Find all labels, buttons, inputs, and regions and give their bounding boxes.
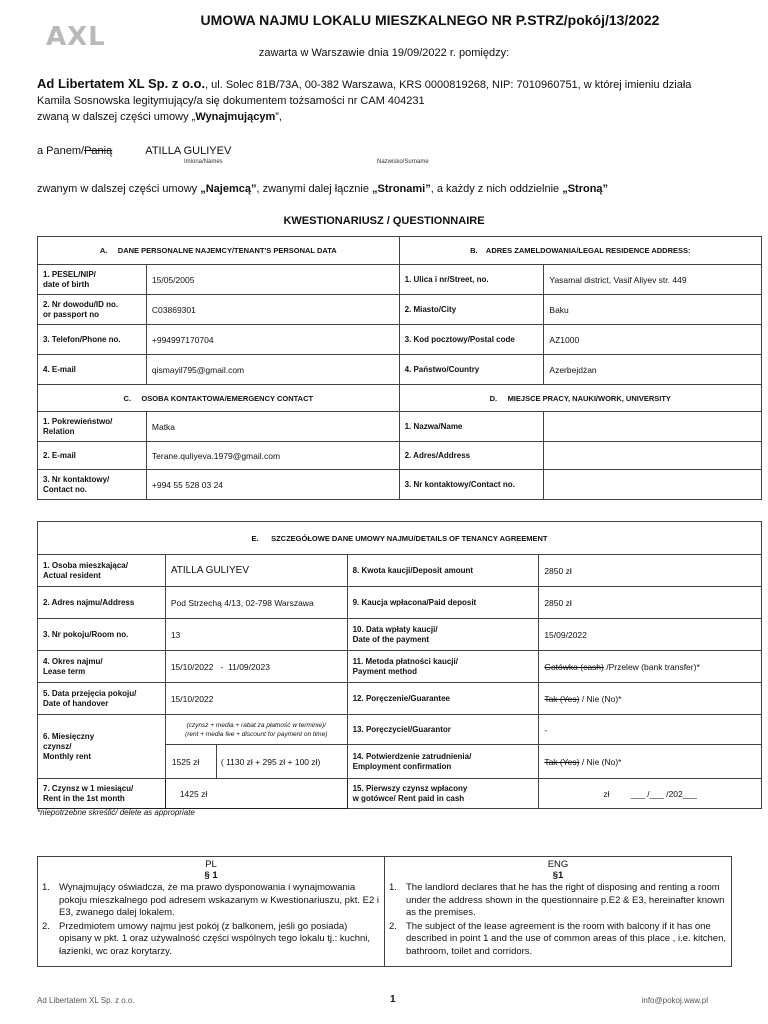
tenant-line <box>37 145 231 157</box>
work-address-label: 2. Adres/Address <box>399 442 544 470</box>
employment-value: Tak (Yes) / Nie (No)* <box>539 745 762 779</box>
en-clause: 1. The landlord declares that he has the right of disposing and renting a room under the address shown in the questionnaire p.E2 & E3, hereinafter known as the premises. <box>389 882 725 918</box>
monthly-rent-value <box>165 745 347 779</box>
monthly-rent-label: 6. Miesięczny czynsz/ Monthly rent <box>38 715 166 779</box>
lease-term-label: 4. Okres najmu/ Lease term <box>38 651 166 683</box>
concluded-line <box>0 47 768 59</box>
first-rent-value: 1425 zł <box>165 779 347 809</box>
city-value: Baku <box>544 295 762 325</box>
concluded-text: w Warszawie dnia 19/09/2022 r. pomiędzy: <box>300 47 510 59</box>
phone-label: 3. Telefon/Phone no. <box>38 325 147 355</box>
cash-rent-label: 15. Pierwszy czynsz wpłacony w gotówce/ Rent paid in cash <box>347 779 539 809</box>
guarantee-label: 12. Poręczenie/Guarantee <box>347 683 539 715</box>
landlord-company: Ad Libertatem XL Sp. z o.o. <box>37 76 206 91</box>
id-value: C03869301 <box>146 295 399 325</box>
postal-label: 3. Kod pocztowy/Postal code <box>399 325 544 355</box>
landlord-block <box>37 76 737 125</box>
phone-value: +994997170704 <box>146 325 399 355</box>
deposit-amount-value: 2850 zł <box>539 555 762 587</box>
tenant-name: ATILLA GULIYEV <box>145 145 232 157</box>
tenancy-table <box>37 521 762 809</box>
pl-heading: PL <box>205 859 217 870</box>
payment-date-label: 10. Data wpłaty kaucji/ Date of the payment <box>347 619 539 651</box>
cash-rent-value: zł ___ /___ /202___ <box>539 779 762 809</box>
guarantee-value: Tak (Yes) / Nie (No)* <box>539 683 762 715</box>
resident-value: ATILLA GULIYEV <box>165 555 347 587</box>
email-label: 4. E-mail <box>38 355 147 385</box>
section-d-header: D. MIEJSCE PRACY, NAUKI/WORK, UNIVERSITY <box>399 385 761 412</box>
lease-term-value: 15/10/2022 - 11/09/2023 <box>165 651 347 683</box>
email-value: qismayil795@gmail.com <box>146 355 399 385</box>
work-name-value <box>544 412 762 442</box>
payment-method-label: 11. Metoda płatności kaucji/ Payment method <box>347 651 539 683</box>
payment-date-value: 15/09/2022 <box>539 619 762 651</box>
handover-value: 15/10/2022 <box>165 683 347 715</box>
work-contact-label: 3. Nr kontaktowy/Contact no. <box>399 470 544 500</box>
paid-deposit-label: 9. Kaucja wpłacona/Paid deposit <box>347 587 539 619</box>
contact-no-value: +994 55 528 03 24 <box>146 470 399 500</box>
tenant-struck-title: Panią <box>84 145 113 157</box>
city-label: 2. Miasto/City <box>399 295 544 325</box>
footnote: *niepotrzebne skreślić/ delete as appropriate <box>37 808 195 817</box>
deposit-amount-label: 8. Kwota kaucji/Deposit amount <box>347 555 539 587</box>
rental-address-label: 2. Adres najmu/Address <box>38 587 166 619</box>
pl-clause: 1. Wynajmujący oświadcza, że ma prawo dysponowania i wynajmowania pokoju mieszkalnego pod adresem wskazanym w Kwestionariuszu, pkt. E2 i E3, zwanego dalej lokalem. <box>42 882 379 918</box>
landlord-representative: Kamila Sosnowska legitymujący/a się dokumentem tożsamości nr CAM 404231 <box>37 95 425 107</box>
footer-email: info@pokoj.waw.pl <box>641 996 708 1005</box>
pesel-label: 1. PESEL/NIP/ date of birth <box>38 265 147 295</box>
page-number: 1 <box>390 994 396 1005</box>
section-e-header: E. SZCZEGÓŁOWE DANE UMOWY NAJMU/DETAILS OF TENANCY AGREEMENT <box>38 522 762 555</box>
street-value: Yasamal district, Vasif Aliyev str. 449 <box>544 265 762 295</box>
pl-section-number: § 1 <box>204 870 218 881</box>
payment-method-value: Gotówka (cash) /Przelew (bank transfer)* <box>539 651 762 683</box>
paid-deposit-value: 2850 zł <box>539 587 762 619</box>
monthly-rent-breakdown: ( 1130 zł + 295 zł + 100 zł) <box>216 745 321 778</box>
monthly-rent-amount: 1525 zł <box>171 756 200 767</box>
concluded-label: zawarta <box>258 47 298 59</box>
room-label: 3. Nr pokoju/Room no. <box>38 619 166 651</box>
employment-label: 14. Potwierdzenie zatrudnienia/ Employment confirmation <box>347 745 539 779</box>
handover-label: 5. Data przejęcia pokoju/ Date of handover <box>38 683 166 715</box>
relation-label: 1. Pokrewieństwo/ Relation <box>38 412 147 442</box>
questionnaire-title: KWESTIONARIUSZ / QUESTIONNAIRE <box>283 215 485 227</box>
guarantor-value: - <box>539 715 762 745</box>
clauses-en <box>385 857 732 967</box>
parties-definition: zwanym w dalszej części umowy „Najemcą”, zwanymi dalej łącznie „Stronami”, a każdy z nich oddzielnie „Stroną” <box>37 183 609 195</box>
personal-data-table <box>37 236 762 500</box>
section-b-header: B. ADRES ZAMELDOWANIA/LEGAL RESIDENCE ADDRESS: <box>399 237 761 265</box>
footer-company: Ad Libertatem XL Sp. z o.o. <box>37 996 135 1005</box>
relation-value: Matka <box>146 412 399 442</box>
company-logo: AXL <box>46 22 106 52</box>
surname-label: Nazwisko/Surname <box>377 159 429 165</box>
country-value: Azerbejdżan <box>544 355 762 385</box>
first-names-label: Imiona/Names <box>184 159 223 165</box>
monthly-rent-note: (czynsz + media + rabat za płatność w terminie)/ (rent + media fee + discount for payment on time) <box>165 715 347 745</box>
tenant-prefix: a Panem/ <box>37 145 85 157</box>
first-rent-label: 7. Czynsz w 1 miesiącu/ Rent in the 1st month <box>38 779 166 809</box>
pl-clause: 2. Przedmiotem umowy najmu jest pokój (z balkonem, jeśli go posiada) opisany w pkt. 1 oraz używalność części wspólnych tego lokalu tj.: kuchni, łazienki, wc oraz korytarzy. <box>42 920 371 957</box>
document-title: UMOWA NAJMU LOKALU MIESZKALNEGO NR P.STRZ/pokój/13/2022 <box>200 12 660 28</box>
street-label: 1. Ulica i nr/Street, no. <box>399 265 544 295</box>
clauses-pl <box>38 857 385 967</box>
work-contact-value <box>544 470 762 500</box>
pesel-value: 15/05/2005 <box>146 265 399 295</box>
postal-value: AZ1000 <box>544 325 762 355</box>
work-name-label: 1. Nazwa/Name <box>399 412 544 442</box>
resident-label: 1. Osoba mieszkająca/ Actual resident <box>38 555 166 587</box>
contact-email-label: 2. E-mail <box>38 442 147 470</box>
rental-address-value: Pod Strzechą 4/13, 02-798 Warszawa <box>165 587 347 619</box>
id-label: 2. Nr dowodu/ID no. or passport no <box>38 295 147 325</box>
landlord-address: , ul. Solec 81B/73A, 00-382 Warszawa, KRS 0000819268, NIP: 7010960751, w której imieniu działa <box>205 79 692 91</box>
work-address-value <box>544 442 762 470</box>
en-clause: 2. The subject of the lease agreement is the room with balcony if it has one described in point 1 and the use of common areas of this place , i.e. kitchen, bathroom, toilet and corridors. <box>389 920 727 957</box>
clauses-table <box>37 856 732 967</box>
section-a-header: A. DANE PERSONALNE NAJEMCY/TENANT'S PERSONAL DATA <box>38 237 400 265</box>
en-section-number: §1 <box>552 870 564 881</box>
contact-no-label: 3. Nr kontaktowy/ Contact no. <box>38 470 147 500</box>
contact-email-value: Terane.quliyeva.1979@gmail.com <box>146 442 399 470</box>
room-value: 13 <box>165 619 347 651</box>
en-heading: ENG <box>547 859 569 870</box>
section-c-header: C. OSOBA KONTAKTOWA/EMERGENCY CONTACT <box>38 385 400 412</box>
country-label: 4. Państwo/Country <box>399 355 544 385</box>
guarantor-label: 13. Poręczyciel/Guarantor <box>347 715 539 745</box>
landlord-called: zwaną w dalszej części umowy „Wynajmującym”, <box>37 111 282 123</box>
